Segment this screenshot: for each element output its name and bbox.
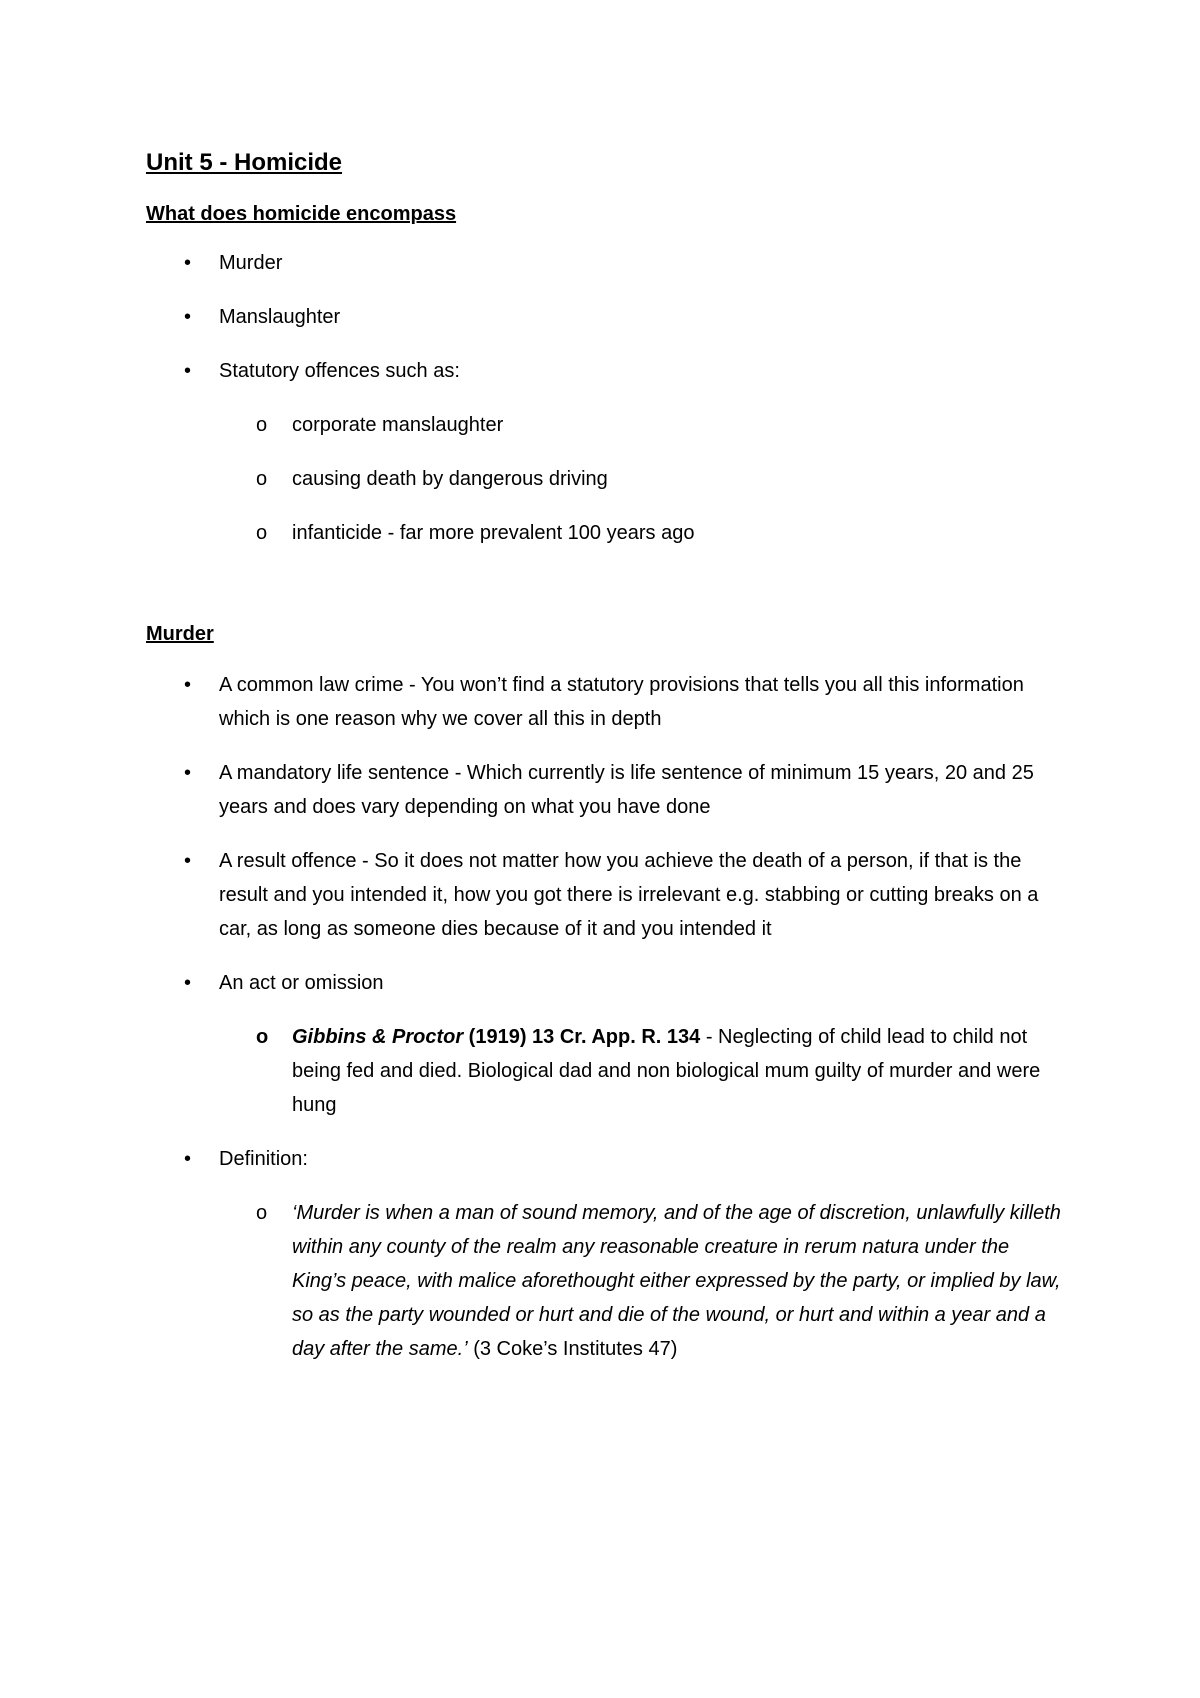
sub-item-corporate — [146, 408, 1066, 442]
section-heading-encompass: What does homicide encompass — [146, 203, 457, 225]
list-item-text: Murder — [219, 252, 283, 274]
page-title: Unit 5 - Homicide — [146, 149, 343, 176]
list-item-murder — [146, 246, 1066, 280]
sub-bullet-marker: o — [256, 468, 268, 490]
section-heading-murder: Murder — [146, 623, 214, 645]
bullet-marker: • — [184, 306, 192, 328]
list-item-common-law — [146, 668, 1066, 736]
list-item-mandatory — [146, 756, 1066, 824]
list-item-text: A mandatory life sentence - Which currently is life sentence of minimum 15 years, 20 and 25 years and does vary depending on what you have done — [219, 762, 1034, 818]
list-item-act-omission — [146, 966, 1066, 1000]
list-item-text: Manslaughter — [219, 306, 341, 328]
sub-item-case — [146, 1020, 1066, 1122]
list-item-text: Statutory offences such as: — [219, 360, 460, 382]
document-content — [146, 146, 1066, 1366]
bullet-marker: • — [184, 850, 192, 872]
definition-quote: ‘Murder is when a man of sound memory, and of the age of discretion, unlawfully killeth within any county of the realm any reasonable creature in rerum natura under the King’s peace, with malice aforethought either expressed by the party, or implied by law, so as the party wounded or hurt and die of the wound, or hurt and within a year and a day after the same.’ — [292, 1202, 1061, 1360]
bullet-marker: • — [184, 252, 192, 274]
case-citation: (1919) 13 Cr. App. R. 134 — [463, 1026, 701, 1048]
sub-item-driving — [146, 462, 1066, 496]
list-item-text: A common law crime - You won’t find a statutory provisions that tells you all this information which is one reason why we cover all this in depth — [219, 674, 1024, 730]
sub-item-text: corporate manslaughter — [292, 414, 504, 436]
list-item-statutory — [146, 354, 1066, 388]
bullet-marker: • — [184, 674, 192, 696]
bullet-marker: • — [184, 762, 192, 784]
sub-item-definition-quote — [146, 1196, 1066, 1366]
list-item-text: An act or omission — [219, 972, 384, 994]
sub-bullet-marker: o — [256, 1026, 269, 1048]
bullet-marker: • — [184, 1148, 192, 1170]
sub-item-infanticide — [146, 516, 1066, 550]
sub-item-text: causing death by dangerous driving — [292, 468, 608, 490]
sub-bullet-marker: o — [256, 522, 268, 544]
case-description: - Neglecting of child lead to child not being fed and died. Biological dad and non biological mum guilty of murder and were hung — [292, 1026, 1041, 1116]
list-item-text: Definition: — [219, 1148, 308, 1170]
bullet-marker: • — [184, 360, 192, 382]
list-item-definition — [146, 1142, 1066, 1176]
sub-bullet-marker: o — [256, 1202, 268, 1224]
case-name: Gibbins & Proctor — [292, 1026, 464, 1048]
sub-bullet-marker: o — [256, 414, 268, 436]
definition-source: (3 Coke’s Institutes 47) — [467, 1338, 678, 1360]
sub-item-text: infanticide - far more prevalent 100 years ago — [292, 522, 695, 544]
bullet-marker: • — [184, 972, 192, 994]
list-item-text: A result offence - So it does not matter how you achieve the death of a person, if that is the result and you intended it, how you got there is irrelevant e.g. stabbing or cutting breaks on a car, as long as someone dies because of it and you intended it — [219, 850, 1039, 940]
list-item-manslaughter — [146, 300, 1066, 334]
list-item-result — [146, 844, 1066, 946]
